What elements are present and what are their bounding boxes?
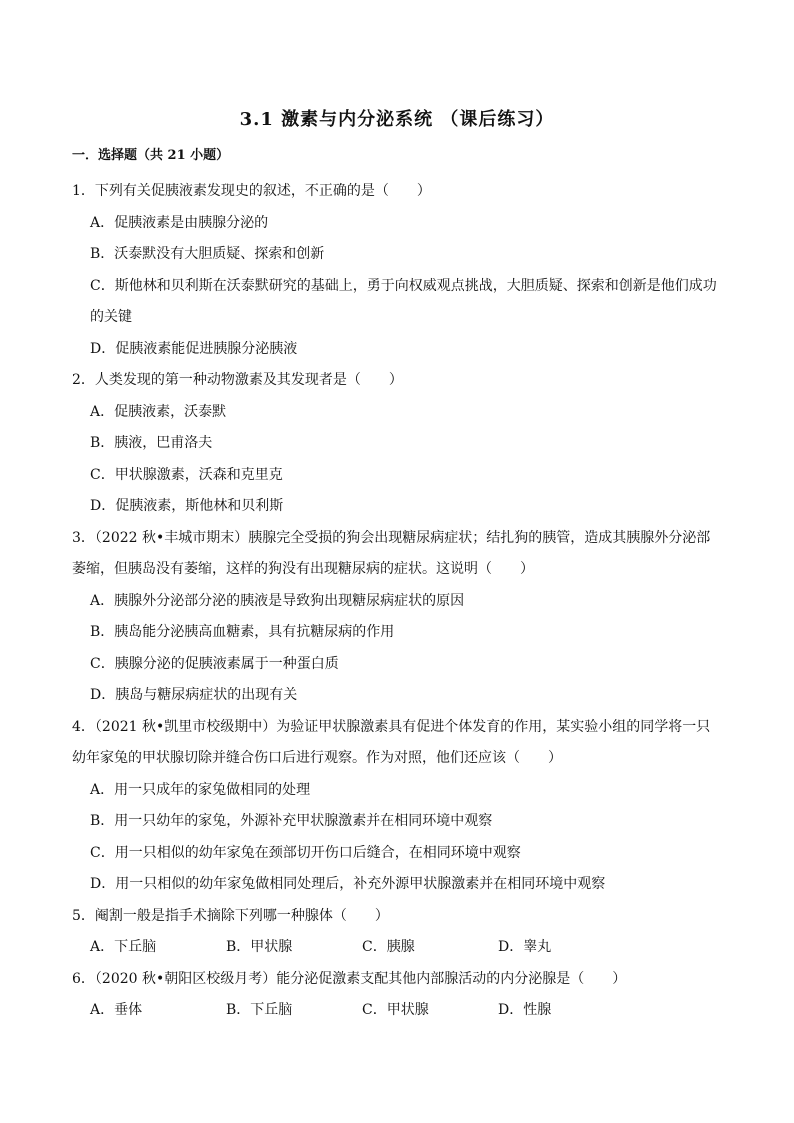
- question-stem: 2．人类发现的第一种动物激素及其发现者是（ ）: [72, 372, 403, 388]
- option-d: D．睾丸: [498, 939, 552, 955]
- section-heading: 一．选择题（共 21 小题）: [72, 148, 230, 163]
- option-c: C．胰腺分泌的促胰液素属于一种蛋白质: [90, 655, 339, 672]
- option-a: A．垂体: [90, 1002, 143, 1018]
- option-c: C．甲状腺: [362, 1002, 429, 1018]
- option-a: A．用一只成年的家兔做相同的处理: [90, 781, 311, 798]
- option-b: B．下丘脑: [226, 1002, 293, 1018]
- option-d: D．胰岛与糖尿病症状的出现有关: [90, 687, 298, 703]
- option-c: C．甲状腺激素，沃森和克里克: [90, 466, 283, 483]
- question-2: [72, 365, 722, 523]
- question-stem: 5．阉割一般是指手术摘除下列哪一种腺体（ ）: [72, 907, 389, 924]
- option-a: A．胰腺外分泌部分泌的胰液是导致狗出现糖尿病症状的原因: [90, 592, 465, 609]
- question-stem: 6．（2020 秋•朝阳区校级月考）能分泌促激素支配其他内部腺活动的内分泌腺是（ ）: [72, 970, 627, 987]
- option-a: A．促胰液素，沃泰默: [90, 403, 227, 420]
- options-row: [72, 932, 722, 964]
- question-6: [72, 964, 722, 1027]
- option-b: B．用一只幼年的家兔，外源补充甲状腺激素并在相同环境中观察: [90, 813, 493, 829]
- option-b: B．胰岛能分泌胰高血糖素，具有抗糖尿病的作用: [90, 624, 395, 640]
- option-c: C．胰腺: [362, 939, 415, 955]
- option-a: A．下丘脑: [90, 939, 157, 955]
- question-stem: 1．下列有关促胰液素发现史的叙述，不正确的是（ ）: [72, 183, 431, 199]
- option-c: C．斯他林和贝利斯在沃泰默研究的基础上，勇于向权威观点挑战，大胆质疑、探索和创新是他们成功的关键: [90, 277, 717, 325]
- option-d: D．用一只相似的幼年家兔做相同处理后，补充外源甲状腺激素并在相同环境中观察: [90, 876, 606, 892]
- option-d: D．促胰液素能促进胰腺分泌胰液: [90, 340, 298, 357]
- question-list: [72, 176, 722, 1027]
- option-b: B．沃泰默没有大胆质疑、探索和创新: [90, 246, 325, 262]
- question-5: [72, 901, 722, 964]
- option-b: B．胰液，巴甫洛夫: [90, 435, 213, 451]
- question-stem: 4．（2021 秋•凯里市校级期中）为验证甲状腺激素具有促进个体发育的作用，某实验小组的同学将一只幼年家兔的甲状腺切除并缝合伤口后进行观察。作为对照，他们还应该（ ）: [72, 718, 711, 766]
- option-c: C．用一只相似的幼年家兔在颈部切开伤口后缝合，在相同环境中观察: [90, 844, 521, 861]
- option-b: B．甲状腺: [226, 939, 293, 955]
- question-stem: 3．（2022 秋•丰城市期末）胰腺完全受损的狗会出现糖尿病症状；结扎狗的胰管，造成其胰腺外分泌部萎缩，但胰岛没有萎缩，这样的狗没有出现糖尿病的症状。这说明（ ）: [72, 529, 711, 577]
- question-3: [72, 523, 722, 712]
- page-title: 3.1 激素与内分泌系统 （课后练习）: [239, 109, 555, 130]
- options-row: [72, 995, 722, 1027]
- question-1: [72, 176, 722, 365]
- option-a: A．促胰液素是由胰腺分泌的: [90, 214, 269, 231]
- question-4: [72, 712, 722, 901]
- option-d: D．促胰液素，斯他林和贝利斯: [90, 498, 284, 514]
- option-d: D．性腺: [498, 1002, 552, 1018]
